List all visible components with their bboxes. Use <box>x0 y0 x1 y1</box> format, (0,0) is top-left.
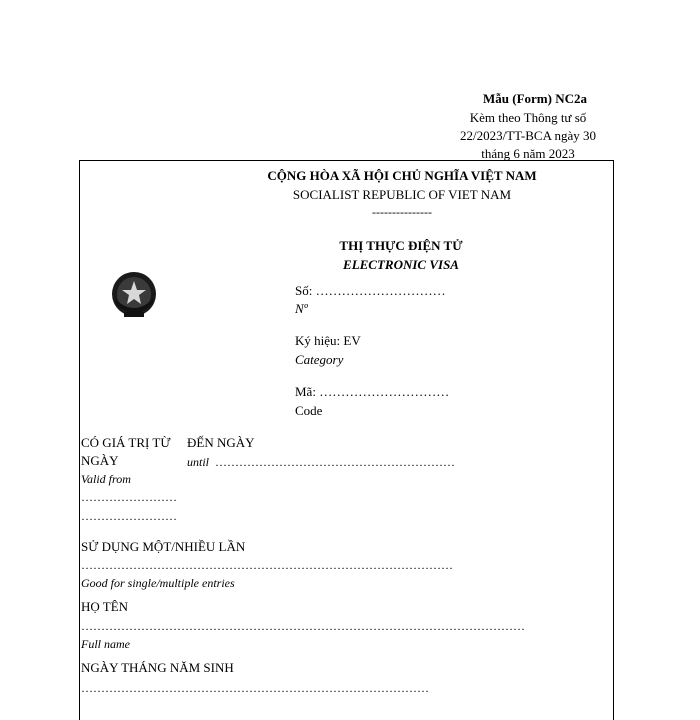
heading-divider: --------------- <box>372 205 432 219</box>
country-name-vi: CỘNG HÒA XÃ HỘI CHỦ NGHĨA VIỆT NAM <box>267 168 537 183</box>
valid-from-label-vi-1: CÓ GIÁ TRỊ TỪ <box>81 435 171 450</box>
visa-category-en: Category <box>295 352 344 367</box>
until-label-en: until <box>187 455 210 469</box>
dob-field: …………………………………………………………………………… <box>81 681 429 695</box>
entries-label-vi: SỬ DỤNG MỘT/NHIỀU LẦN <box>81 539 246 554</box>
form-ref-line-4: tháng 6 năm 2023 <box>481 146 575 161</box>
visa-code-en: Code <box>295 403 323 418</box>
national-emblem-icon <box>106 268 162 322</box>
visa-category-label: Ký hiệu: EV <box>295 333 361 348</box>
full-name-label-vi: HỌ TÊN <box>81 599 129 614</box>
valid-from-field-1: …………………… <box>81 490 177 504</box>
dob-label-vi: NGÀY THÁNG NĂM SINH <box>81 660 234 675</box>
full-name-field: ………………………………………………………………………………………………… <box>81 619 525 633</box>
visa-number-en: Nº <box>295 301 308 316</box>
full-name-label-en: Full name <box>81 637 130 651</box>
entries-label-en: Good for single/multiple entries <box>81 576 235 590</box>
form-code: Mẫu (Form) NC2a <box>483 91 587 106</box>
form-ref-line-2: Kèm theo Thông tư số <box>469 110 587 125</box>
valid-from-field-2: …………………… <box>81 509 177 523</box>
visa-title-en: ELECTRONIC VISA <box>343 257 459 272</box>
visa-code-label: Mã: ………………………… <box>295 384 450 399</box>
visa-number-label: Số: ………………………… <box>295 283 446 298</box>
entries-field: ………………………………………………………………………………… <box>81 558 453 572</box>
valid-from-label-vi-2: NGÀY <box>81 453 119 468</box>
until-field: …………………………………………………… <box>215 455 455 469</box>
visa-title-vi: THỊ THỰC ĐIỆN TỬ <box>339 238 463 253</box>
form-ref-line-3: 22/2023/TT-BCA ngày 30 <box>459 128 597 143</box>
valid-from-label-en: Valid from <box>81 472 131 486</box>
until-label-vi: ĐẾN NGÀY <box>187 435 255 450</box>
country-name-en: SOCIALIST REPUBLIC OF VIET NAM <box>292 187 512 202</box>
